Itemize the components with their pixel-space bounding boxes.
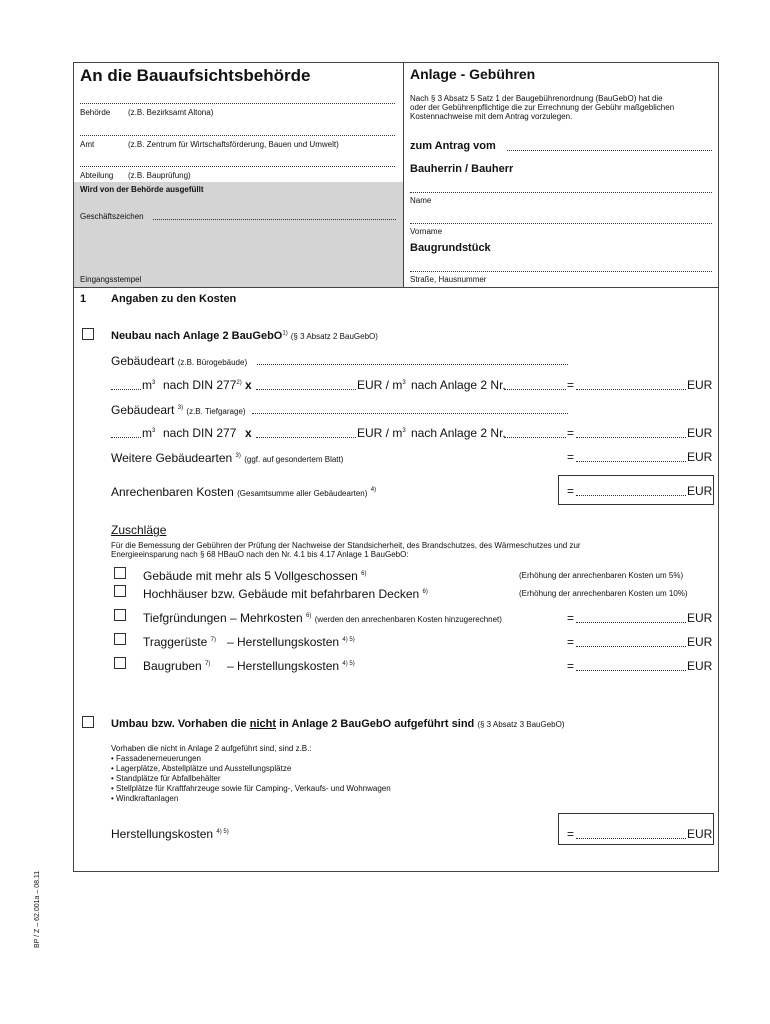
eur-m3-sup-1: 3 [402, 380, 406, 386]
traggerueste-field[interactable] [576, 646, 686, 647]
umbau-title-nicht: nicht [249, 718, 277, 730]
hochhaeuser-checkbox[interactable] [114, 585, 126, 597]
hochhaeuser-sup: 6) [422, 589, 428, 595]
umbau-heading [111, 718, 565, 730]
abteilung-hint: (z.B. Bauprüfung) [128, 171, 191, 180]
m3-text-1: m [142, 378, 152, 392]
anrechenbar-sup: 4) [370, 487, 377, 493]
bauherr-label: Bauherrin / Bauherr [410, 163, 514, 175]
anlage-title: Anlage - Gebühren [410, 66, 536, 82]
equals-1: = [567, 378, 575, 392]
m3-field-2[interactable] [111, 437, 141, 438]
vorname-label: Vorname [410, 227, 443, 236]
eur-m3-text-1: EUR / m [357, 378, 403, 392]
umbau-bullet-5: • Windkraftanlagen [111, 794, 179, 803]
vollgeschosse-note: (Erhöhung der anrechenbaren Kosten um 5%) [519, 571, 684, 580]
gebaeudeart-2-label: Gebäudeart [111, 403, 175, 417]
nach-anlage-2: nach Anlage 2 Nr. [411, 426, 506, 440]
m3-sup-1: 3 [152, 380, 156, 386]
intro-line-1: Nach § 3 Absatz 5 Satz 1 der Baugebührenordnung (BauGebO) hat die [410, 94, 663, 103]
intro-line-3: Kostennachweise mit dem Antrag vorzulegen. [410, 112, 573, 121]
baugruben-sup: 7) [205, 661, 211, 667]
zuschlaege-desc-1: Für die Bemessung der Gebühren der Prüfung der Nachweise der Standsicherheit, des Brandschutzes, des Wärmeschutzes und zur [111, 541, 581, 550]
vollgeschosse-label [143, 569, 366, 583]
tiefgruendungen-sup: 6) [306, 613, 312, 619]
grundstueck-label: Baugrundstück [410, 242, 491, 254]
weitere-label: Weitere Gebäudearten [111, 451, 233, 465]
behoerde-label: Behörde [80, 108, 111, 117]
strasse-field[interactable] [410, 271, 712, 272]
traggerueste-sup: 7) [210, 637, 216, 643]
zuschlaege-desc-2: Energieeinsparung nach § 68 HBauO nach den Nr. 4.1 bis 4.17 Anlage 1 BauGebO: [111, 550, 409, 559]
baugruben-field[interactable] [576, 670, 686, 671]
eur-tiefgruendungen: EUR [687, 611, 713, 625]
antrag-date-field[interactable] [507, 150, 712, 151]
gebaeudeart-1-hint: (z.B. Bürogebäude) [177, 358, 248, 367]
nach-anlage-1: nach Anlage 2 Nr. [411, 378, 506, 392]
neubau-checkbox[interactable] [82, 328, 94, 340]
neubau-footnote: 1) [282, 330, 288, 337]
traggerueste-herstellung-text: – Herstellungskosten [227, 635, 340, 649]
equals-anrechenbar: = [567, 484, 575, 498]
eur-weitere: EUR [687, 450, 713, 464]
m3-field-1[interactable] [111, 389, 141, 390]
umbau-bullet-1-text: Fassadenerneuerungen [116, 754, 201, 763]
abteilung-label: Abteilung [80, 171, 114, 180]
section-title: Angaben zu den Kosten [111, 293, 237, 305]
eur-m3-text-2: EUR / m [357, 426, 403, 440]
eur-m3-sup-2: 3 [402, 428, 406, 434]
umbau-bullet-3-text: Standplätze für Abfallbehälter [116, 774, 221, 783]
antrag-label: zum Antrag vom [410, 140, 496, 152]
baugruben-herstellung-sup: 4) 5) [342, 661, 355, 667]
umbau-bullet-1: • Fassadenerneuerungen [111, 754, 201, 763]
umbau-bullet-4: • Stellplätze für Kraftfahrzeuge sowie für Camping-, Verkaufs- und Wohnwagen [111, 784, 391, 793]
neubau-title: Neubau nach Anlage 2 BauGebO [111, 330, 283, 342]
eur-2: EUR [687, 426, 713, 440]
gebaeudeart-1 [111, 354, 247, 368]
m3-unit-1 [142, 378, 155, 392]
vorname-field[interactable] [410, 223, 712, 224]
umbau-title-c: in Anlage 2 BauGebO aufgeführt sind [276, 718, 475, 730]
baugruben-text: Baugruben [143, 659, 202, 673]
hochhaeuser-label [143, 587, 428, 601]
din-text-1: nach DIN 277 [163, 378, 237, 392]
strasse-label: Straße, Hausnummer [410, 275, 487, 284]
vollgeschosse-sup: 6) [361, 571, 367, 577]
gebaeudeart-1-label: Gebäudeart [111, 354, 175, 368]
multiply-2: x [245, 426, 252, 440]
m3-sup-2: 3 [152, 428, 156, 434]
rate-field-2[interactable] [256, 437, 356, 438]
eur-baugruben: EUR [687, 659, 713, 673]
behoerde-field[interactable] [80, 103, 395, 104]
weitere-hint: (ggf. auf gesondertem Blatt) [244, 455, 344, 464]
anrechenbar-row [111, 485, 376, 499]
umbau-bullet-4-text: Stellplätze für Kraftfahrzeuge sowie für Camping-, Verkaufs- und Wohnwagen [116, 784, 391, 793]
traggerueste-herstellung-sup: 4) 5) [342, 637, 355, 643]
umbau-bullet-2: • Lagerplätze, Abstellplätze und Ausstellungsplätze [111, 764, 292, 773]
header-divider [403, 62, 404, 288]
baugruben-label [143, 659, 210, 673]
umbau-total-field[interactable] [576, 838, 686, 839]
rate-field-1[interactable] [256, 389, 356, 390]
neubau-heading [111, 330, 378, 342]
weitere-sup: 3) [235, 453, 241, 459]
eur-umbau: EUR [687, 827, 713, 841]
anlage-nr-field-2[interactable] [504, 437, 566, 438]
gebaeudeart-2-sup: 3) [177, 405, 184, 411]
tiefgruendungen-field[interactable] [576, 622, 686, 623]
header-bottom-rule [73, 287, 719, 288]
umbau-intro: Vorhaben die nicht in Anlage 2 aufgeführt sind, sind z.B.: [111, 744, 312, 753]
umbau-bullet-5-text: Windkraftanlagen [116, 794, 179, 803]
traggerueste-label [143, 635, 216, 649]
intro-line-2: oder der Gebührenpflichtige die zur Errechnung der Gebühr maßgeblichen [410, 103, 675, 112]
authority-title: An die Bauaufsichtsbehörde [80, 66, 311, 85]
amt-hint: (z.B. Zentrum für Wirtschaftsförderung, Bauen und Umwelt) [128, 140, 339, 149]
gebaeudeart-1-field[interactable] [257, 364, 568, 365]
amt-field[interactable] [80, 135, 395, 136]
weitere-gebaeudearten [111, 451, 343, 465]
amt-label: Amt [80, 140, 95, 149]
hochhaeuser-note: (Erhöhung der anrechenbaren Kosten um 10%) [519, 589, 688, 598]
section-number: 1 [80, 293, 87, 305]
neubau-ref: (§ 3 Absatz 2 BauGebO) [290, 332, 378, 341]
name-label: Name [410, 196, 432, 205]
anlage-nr-field-1[interactable] [504, 389, 566, 390]
eingangsstempel-label: Eingangsstempel [80, 275, 142, 284]
baugruben-herstellung-text: – Herstellungskosten [227, 659, 340, 673]
eur-traggerueste: EUR [687, 635, 713, 649]
zuschlaege-title: Zuschläge [111, 523, 167, 537]
weitere-result-field[interactable] [576, 461, 686, 462]
m3-unit-2 [142, 426, 155, 440]
umbau-herstellung-label [111, 827, 229, 841]
baugruben-checkbox[interactable] [114, 657, 126, 669]
multiply-1: x [245, 378, 252, 392]
umbau-title-a: Umbau bzw. Vorhaben die [111, 718, 250, 730]
umbau-ref: (§ 3 Absatz 3 BauGebO) [477, 720, 565, 729]
tiefgruendungen-note: (werden den anrechenbaren Kosten hinzugerechnet) [314, 615, 502, 624]
m3-text-2: m [142, 426, 152, 440]
eur-1: EUR [687, 378, 713, 392]
tiefgruendungen-checkbox[interactable] [114, 609, 126, 621]
anrechenbar-hint: (Gesamtsumme aller Gebäudearten) [237, 489, 368, 498]
tiefgruendungen-label [143, 611, 502, 625]
baugruben-herstellung [227, 659, 355, 673]
equals-2: = [567, 426, 575, 440]
behoerde-hint: (z.B. Bezirksamt Altona) [128, 108, 214, 117]
equals-baugruben: = [567, 659, 575, 673]
eur-m3-1 [357, 378, 406, 392]
geschaeftszeichen-field[interactable] [153, 219, 396, 220]
official-use-area [74, 182, 403, 287]
hochhaeuser-text: Hochhäuser bzw. Gebäude mit befahrbaren Decken [143, 587, 420, 601]
gebaeudeart-2-field[interactable] [252, 413, 568, 414]
umbau-checkbox[interactable] [82, 716, 94, 728]
abteilung-field[interactable] [80, 166, 395, 167]
traggerueste-text: Traggerüste [143, 635, 208, 649]
tiefgruendungen-text: Tiefgründungen – Mehrkosten [143, 611, 303, 625]
name-field[interactable] [410, 192, 712, 193]
equals-umbau: = [567, 827, 575, 841]
umbau-bullet-2-text: Lagerplätze, Abstellplätze und Ausstellungsplätze [116, 764, 292, 773]
official-use-title: Wird von der Behörde ausgefüllt [80, 185, 204, 194]
vollgeschosse-checkbox[interactable] [114, 567, 126, 579]
din-sup-1: 2) [236, 380, 242, 386]
din-1 [163, 378, 242, 392]
din-2: nach DIN 277 [163, 426, 237, 440]
equals-tiefgruendungen: = [567, 611, 575, 625]
anrechenbar-label: Anrechenbaren Kosten [111, 485, 234, 499]
result-field-2[interactable] [576, 437, 686, 438]
gebaeudeart-2 [111, 403, 246, 417]
umbau-herstellung-sup: 4) 5) [216, 829, 229, 835]
equals-weitere: = [567, 450, 575, 464]
traggerueste-checkbox[interactable] [114, 633, 126, 645]
eur-m3-2 [357, 426, 406, 440]
umbau-herstellung-text: Herstellungskosten [111, 827, 214, 841]
anrechenbar-total-field[interactable] [576, 495, 686, 496]
umbau-bullet-3: • Standplätze für Abfallbehälter [111, 774, 221, 783]
geschaeftszeichen-label: Geschäftszeichen [80, 212, 144, 221]
traggerueste-herstellung [227, 635, 355, 649]
vollgeschosse-text: Gebäude mit mehr als 5 Vollgeschossen [143, 569, 358, 583]
form-code: BP / Z – 62.001a – 08.11 [34, 870, 41, 948]
eur-anrechenbar: EUR [687, 484, 713, 498]
result-field-1[interactable] [576, 389, 686, 390]
equals-traggerueste: = [567, 635, 575, 649]
gebaeudeart-2-hint: (z.B. Tiefgarage) [186, 407, 246, 416]
